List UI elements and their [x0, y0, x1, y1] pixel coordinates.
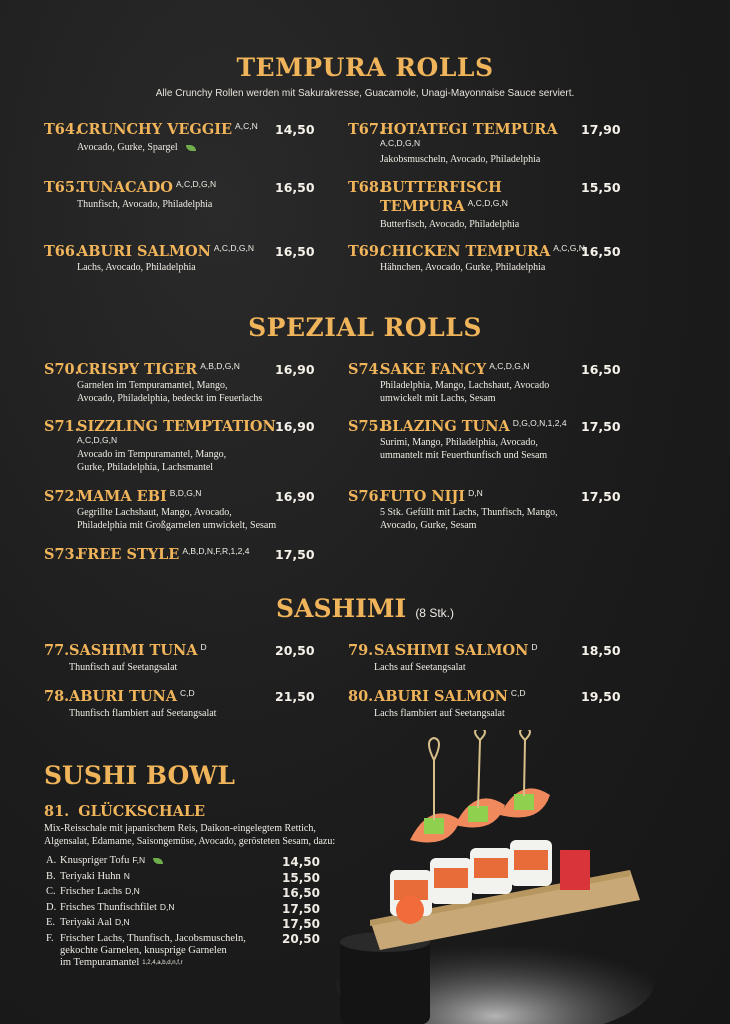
- item-desc: Surimi, Mango, Philadelphia, Avocado, ummantelt mit Feuerthunfisch und Sesam: [380, 437, 548, 461]
- item-price: 17,50: [581, 489, 621, 504]
- item-price: 16,50: [275, 180, 315, 195]
- item-price: 16,90: [275, 362, 315, 377]
- item-name: SAKE FANCY $^{A,C,D,G,N}$: [380, 361, 530, 378]
- item-price: 17,50: [275, 547, 315, 562]
- item-allergens: C,D: [510, 688, 526, 698]
- item-allergens: A,C,N: [235, 121, 258, 131]
- item-desc: Thunfisch flambiert auf Seetangsalat: [69, 708, 217, 719]
- item-name: SASHIMI SALMON $^D$: [374, 642, 538, 659]
- item-desc: Philadelphia, Mango, Lachshaut, Avocado umwickelt mit Lachs, Sesam: [380, 380, 550, 404]
- item-price: 18,50: [581, 643, 621, 658]
- item-price: 16,50: [275, 244, 315, 259]
- item-desc: Butterfisch, Avocado, Philadelphia: [380, 219, 520, 230]
- item-name: SASHIMI TUNA $^D$: [69, 642, 207, 659]
- item-name: GLÜCKSCHALE: [78, 803, 206, 820]
- vegetarian-leaf-icon: [186, 145, 196, 151]
- spezial-title: SPEZIAL ROLLS: [248, 313, 482, 342]
- item-allergens: A,C,D,G,N: [175, 179, 217, 189]
- item-allergens: A,C,D,G,N: [213, 243, 255, 253]
- item-allergens: A,C,D,G,N: [77, 435, 118, 445]
- item-desc: Lachs, Avocado, Philadelphia: [77, 262, 196, 273]
- item-name: CRISPY TIGER $^{A,B,D,G,N}$: [77, 361, 240, 378]
- bowl-title: SUSHI BOWL: [44, 761, 235, 790]
- item-desc: Lachs auf Seetangsalat: [374, 662, 466, 673]
- item-desc: Thunfisch, Avocado, Philadelphia: [77, 199, 213, 210]
- item-allergens: D,N: [468, 488, 483, 498]
- item-desc: Jakobsmuscheln, Avocado, Philadelphia: [380, 154, 541, 165]
- bowl-option: E. Teriyaki Aal $^{D,N}$ 17,50: [46, 917, 320, 931]
- sashimi-title: SASHIMI: [276, 594, 407, 623]
- item-price: 21,50: [275, 689, 315, 704]
- item-name: BUTTERFISCH: [380, 179, 502, 196]
- item-allergens: A,C,G,N: [553, 243, 585, 253]
- item-desc: Avocado, Gurke, Spargel: [77, 142, 196, 155]
- item-code: 78.: [44, 688, 70, 705]
- item-name: ABURI SALMON $^{A,C,D,G,N}$: [77, 243, 255, 260]
- item-code: T65.: [44, 179, 81, 196]
- item-desc: Hähnchen, Avocado, Gurke, Philadelphia: [380, 262, 546, 273]
- item-name: CRUNCHY VEGGIE $^{A,C,N}$: [77, 121, 258, 138]
- bowl-options: [46, 855, 320, 973]
- item-code: S75.: [348, 418, 384, 435]
- item-code: S72.: [44, 488, 80, 505]
- item-code: T69.: [348, 243, 385, 260]
- item-price: 15,50: [581, 180, 621, 195]
- item-allergens: D: [200, 642, 207, 652]
- item-name: FREE STYLE $^{A,B,D,N,F,R,1,2,4}$: [77, 546, 250, 563]
- item-allergens: D,G,O,N,1,2,4: [512, 418, 567, 428]
- item-name: ABURI TUNA $^{C,D}$: [69, 688, 195, 705]
- item-desc: Garnelen im Tempuramantel, Mango, Avocado, Philadelphia, bedeckt im Feuerlachs: [77, 380, 263, 404]
- tempura-title: TEMPURA ROLLS: [236, 53, 494, 82]
- item-price: 20,50: [275, 643, 315, 658]
- item-code: 77.: [44, 642, 70, 659]
- item-name: HOTATEGI TEMPURA: [380, 121, 558, 138]
- bowl-option: A. Knuspriger Tofu $^{F,N}$ 14,50: [46, 855, 320, 869]
- item-price: 17,90: [581, 122, 621, 137]
- item-code: 81.: [44, 803, 70, 820]
- item-name: SIZZLING TEMPTATION: [77, 418, 276, 435]
- item-name-line2: TEMPURA $^{A,C,D,G,N}$: [380, 198, 508, 215]
- item-allergens: D: [531, 642, 538, 652]
- item-price: 17,50: [581, 419, 621, 434]
- item-price: 16,50: [581, 244, 621, 259]
- item-allergens: A,B,D,N,F,R,1,2,4: [182, 546, 250, 556]
- item-name: CHICKEN TEMPURA $^{A,C,G,N}$: [380, 243, 585, 260]
- bowl-option: C. Frischer Lachs $^{D,N}$ 16,50: [46, 886, 320, 900]
- item-code: S76.: [348, 488, 384, 505]
- vegetarian-leaf-icon: [153, 858, 163, 864]
- item-price: 16,90: [275, 489, 315, 504]
- tempura-subtitle: Alle Crunchy Rollen werden mit Sakurakresse, Guacamole, Unagi-Mayonnaise Sauce serviert.: [155, 88, 575, 99]
- item-allergens: A,B,D,G,N: [200, 361, 240, 371]
- item-name: FUTO NIJI $^{D,N}$: [380, 488, 483, 505]
- item-price: 16,90: [275, 419, 315, 434]
- item-code: S74.: [348, 361, 384, 378]
- bowl-option: B. Teriyaki Huhn $^N$ 15,50: [46, 870, 320, 885]
- item-desc: Lachs flambiert auf Seetangsalat: [374, 708, 505, 719]
- bowl-desc: Mix-Reisschale mit japanischem Reis, Daikon-eingelegtem Rettich, Algensalat, Edamame, Saisongemüse, Avocado, gerösteten Sesam, dazu:: [44, 823, 336, 847]
- item-desc: Thunfisch auf Seetangsalat: [69, 662, 178, 673]
- item-allergens: C,D: [179, 688, 195, 698]
- item-allergens: A,C,D,G,N: [467, 198, 508, 208]
- sashimi-heading: [0, 594, 730, 623]
- item-desc: Avocado im Tempuramantel, Mango, Gurke, Philadelphia, Lachsmantel: [77, 449, 227, 473]
- item-price: 16,50: [581, 362, 621, 377]
- sushi-photo: [330, 730, 660, 1024]
- item-allergens: B,D,G,N: [169, 488, 202, 498]
- item-code: S70.: [44, 361, 80, 378]
- item-allergens: A,C,D,G,N: [380, 138, 421, 148]
- bowl-option: F. Frischer Lachs, Thunfisch, Jacobsmuscheln, gekochte Garnelen, knusprige Garnelen im Tempuramantel $^{1,2,4,a,b,d,n,f,r}$ 20,50: [46, 931, 320, 968]
- item-code: 80.: [348, 688, 374, 705]
- item-code: S71.: [44, 418, 80, 435]
- item-allergens: A,C,D,G,N: [489, 361, 530, 371]
- item-price: 19,50: [581, 689, 621, 704]
- item-desc: Gegrillte Lachshaut, Mango, Avocado, Philadelphia mit Großgarnelen umwickelt, Sesam: [77, 507, 277, 531]
- item-code: T64.: [44, 121, 81, 138]
- item-code: T67.: [348, 121, 385, 138]
- item-code: 79.: [348, 642, 374, 659]
- item-name: BLAZING TUNA $^{D,G,O,N,1,2,4}$: [380, 418, 567, 435]
- bowl-item-heading: [44, 803, 205, 820]
- item-desc: 5 Stk. Gefüllt mit Lachs, Thunfisch, Mango, Avocado, Gurke, Sesam: [380, 507, 558, 531]
- item-code: T68.: [348, 179, 385, 196]
- sashimi-count: (8 Stk.): [415, 606, 454, 620]
- item-name: TUNACADO $^{A,C,D,G,N}$: [77, 179, 217, 196]
- item-code: S73.: [44, 546, 80, 563]
- item-code: T66.: [44, 243, 81, 260]
- item-name: ABURI SALMON $^{C,D}$: [374, 688, 526, 705]
- bowl-option: D. Frisches Thunfischfilet $^{D,N}$ 17,50: [46, 901, 320, 916]
- item-price: 14,50: [275, 122, 315, 137]
- item-name: MAMA EBI $^{B,D,G,N}$: [77, 488, 202, 505]
